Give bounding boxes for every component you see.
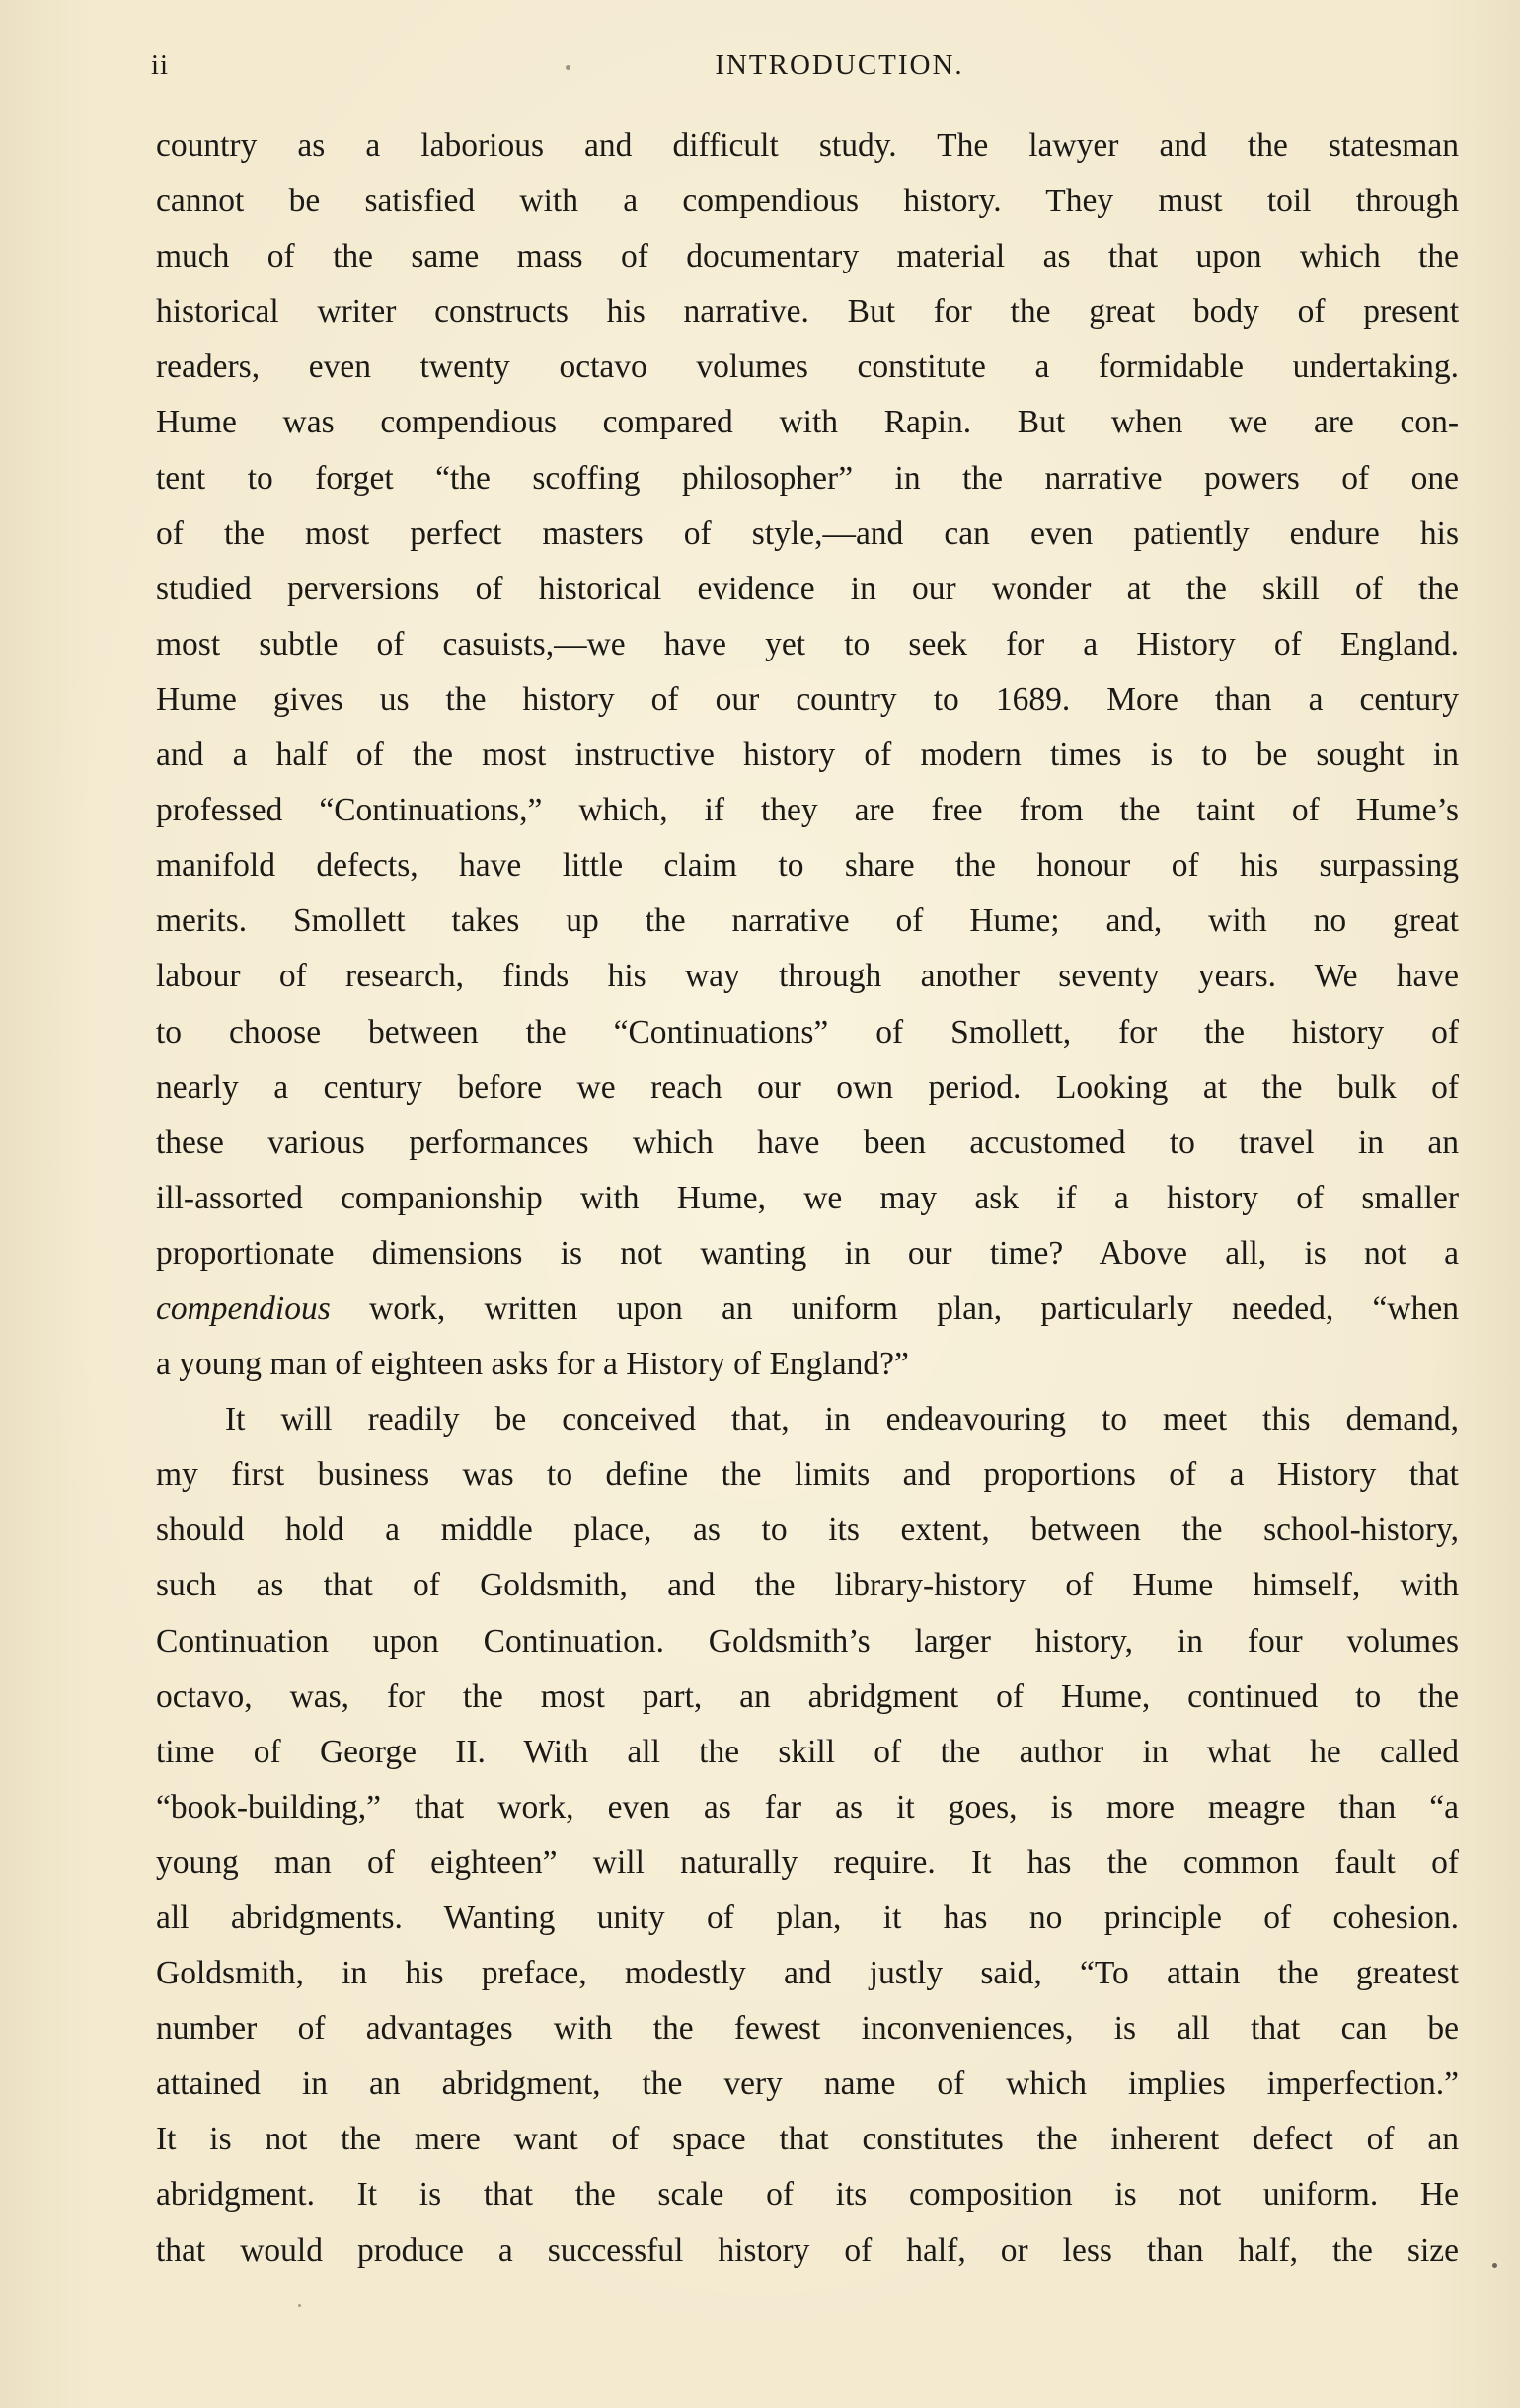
line-remainder: work, written upon an uniform plan, particularly needed, “when <box>330 1289 1459 1327</box>
text-line: number of advantages with the fewest inconveniences, is all that can be <box>156 2010 1459 2048</box>
text-line: time of George II. With all the skill of the author in what he called <box>156 1733 1459 1770</box>
text-line: young man of eighteen” will naturally require. It has the common fault of <box>156 1843 1459 1881</box>
text-line: Hume was compendious compared with Rapin. But when we are con- <box>156 404 1459 441</box>
text-line: much of the same mass of documentary material as that upon which the <box>156 238 1459 275</box>
text-line: attained in an abridgment, the very name of which implies imperfection.” <box>156 2065 1459 2103</box>
text-line: ill-assorted companionship with Hume, we may ask if a history of smaller <box>156 1179 1459 1216</box>
text-line: historical writer constructs his narrative. But for the great body of present <box>156 293 1459 331</box>
paragraph-1 <box>156 118 1459 1392</box>
text-line: my first business was to define the limits and proportions of a History that <box>156 1456 1459 1494</box>
text-line: these various performances which have been accustomed to travel in an <box>156 1124 1459 1161</box>
text-line: of the most perfect masters of style,—and can even patiently endure his <box>156 514 1459 552</box>
text-line-with-italic <box>156 1282 1459 1337</box>
running-head <box>151 49 1459 89</box>
running-title: INTRODUCTION. <box>715 49 964 81</box>
body-text <box>156 118 1459 2279</box>
text-line: such as that of Goldsmith, and the library-history of Hume himself, with <box>156 1567 1459 1604</box>
text-line: “book-building,” that work, even as far as it goes, is more meagre than “a <box>156 1788 1459 1825</box>
text-line: most subtle of casuists,—we have yet to seek for a History of England. <box>156 625 1459 662</box>
text-line: abridgment. It is that the scale of its composition is not uniform. He <box>156 2176 1459 2214</box>
text-line: country as a laborious and difficult study. The lawyer and the statesman <box>156 127 1459 164</box>
page-number: ii <box>151 49 170 81</box>
text-line: that would produce a successful history of half, or less than half, the size <box>156 2231 1459 2269</box>
paragraph-first-line: It will readily be conceived that, in endeavouring to meet this demand, <box>225 1401 1459 1438</box>
ink-speck <box>1492 2263 1497 2268</box>
text-line: all abridgments. Wanting unity of plan, it has no principle of cohesion. <box>156 1900 1459 1936</box>
text-line: octavo, was, for the most part, an abridgment of Hume, continued to the <box>156 1677 1459 1715</box>
text-line: It is not the mere want of space that constitutes the inherent defect of an <box>156 2121 1459 2158</box>
text-line: readers, even twenty octavo volumes constitute a formidable undertaking. <box>156 349 1459 386</box>
text-line: Hume gives us the history of our country to 1689. More than a century <box>156 680 1459 718</box>
text-line: Goldsmith, in his preface, modestly and justly said, “To attain the greatest <box>156 1955 1459 1992</box>
paragraph-2 <box>156 1392 1459 2279</box>
text-line: tent to forget “the scoffing philosopher” in the narrative powers of one <box>156 459 1459 497</box>
text-line: professed “Continuations,” which, if they are free from the taint of Hume’s <box>156 792 1459 829</box>
text-line: labour of research, finds his way through another seventy years. We have <box>156 958 1459 995</box>
ink-speck <box>298 2304 301 2307</box>
text-line: and a half of the most instructive history of modern times is to be sought in <box>156 737 1459 774</box>
paragraph-last-line: a young man of eighteen asks for a History of England?” <box>156 1346 909 1383</box>
text-line: nearly a century before we reach our own period. Looking at the bulk of <box>156 1068 1459 1106</box>
text-line: should hold a middle place, as to its extent, between the school-history, <box>156 1512 1459 1549</box>
text-line: Continuation upon Continuation. Goldsmith’s larger history, in four volumes <box>156 1622 1459 1660</box>
text-line: manifold defects, have little claim to share the honour of his surpassing <box>156 847 1459 885</box>
text-line: cannot be satisfied with a compendious history. They must toil through <box>156 183 1459 220</box>
text-line: proportionate dimensions is not wanting in our time? Above all, is not a <box>156 1234 1459 1272</box>
text-line: merits. Smollett takes up the narrative of Hume; and, with no great <box>156 902 1459 940</box>
text-line: studied perversions of historical evidence in our wonder at the skill of the <box>156 570 1459 607</box>
text-line: to choose between the “Continuations” of Smollett, for the history of <box>156 1013 1459 1050</box>
italic-word: compendious <box>156 1289 331 1327</box>
